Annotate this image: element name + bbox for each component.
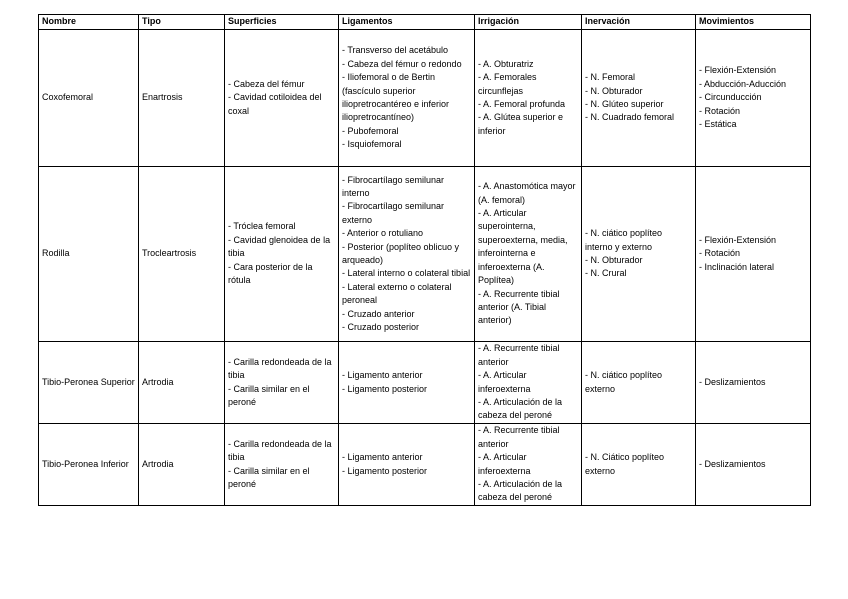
superficies-item: - Cara posterior de la rótula — [228, 261, 313, 286]
superficies-item: - Carilla redondeada de la tibia — [228, 356, 332, 381]
ligamentos-item: - Lateral externo o colateral peroneal — [342, 281, 452, 306]
ligamentos-item: - Isquiofemoral — [342, 139, 402, 150]
ligamentos-item: - Anterior o rotuliano — [342, 228, 424, 239]
cell-tipo: Enartrosis — [139, 30, 225, 167]
inervacion-item: - N. Obturador — [585, 85, 643, 96]
irrigacion-item: - A. Femorales circunflejas — [478, 72, 537, 96]
cell-nombre: Coxofemoral — [39, 30, 139, 167]
ligamentos-item: - Posterior (poplíteo oblicuo y arqueado) — [342, 241, 460, 265]
cell-superficies — [225, 424, 339, 506]
movimientos-item: - Circunducción — [699, 92, 762, 103]
movimientos-item: - Estática — [699, 119, 737, 130]
cell-superficies — [225, 30, 339, 167]
irrigacion-item: - A. Obturatriz — [478, 58, 534, 69]
superficies-item: - Carilla similar en el peroné — [228, 383, 310, 407]
movimientos-item: - Inclinación lateral — [699, 261, 775, 272]
movimientos-item: - Deslizamientos — [699, 458, 766, 469]
superficies-item: - Carilla redondeada de la tibia — [228, 438, 332, 463]
inervacion-item: - N. Femoral — [585, 72, 636, 83]
irrigacion-item: - A. Articular inferoexterna — [478, 452, 531, 476]
ligamentos-item: - Cruzado posterior — [342, 322, 420, 333]
ligamentos-item: - Ligamento anterior — [342, 452, 423, 463]
cell-movimientos — [696, 167, 811, 342]
cell-movimientos — [696, 30, 811, 167]
cell-movimientos — [696, 342, 811, 424]
header-row — [39, 15, 811, 30]
superficies-item: - Carilla similar en el peroné — [228, 465, 310, 489]
movimientos-item: - Rotación — [699, 105, 741, 116]
header-tipo: Tipo — [139, 15, 225, 30]
cell-irrigacion — [475, 30, 582, 167]
ligamentos-item: - Fibrocartílago semilunar externo — [342, 201, 445, 225]
cell-superficies — [225, 342, 339, 424]
cell-inervacion — [582, 342, 696, 424]
table-row — [39, 167, 811, 342]
inervacion-item: - N. ciático poplíteo interno y externo — [585, 228, 663, 252]
header-nombre: Nombre — [39, 15, 139, 30]
cell-ligamentos — [339, 424, 475, 506]
cell-irrigacion — [475, 167, 582, 342]
superficies-item: - Cabeza del fémur — [228, 78, 305, 89]
header-movimientos: Movimientos — [696, 15, 811, 30]
ligamentos-item: - Lateral interno o colateral tibial — [342, 268, 471, 279]
table-row — [39, 30, 811, 167]
irrigacion-item: - A. Recurrente tibial anterior (A. Tibial anterior) — [478, 288, 560, 326]
cell-inervacion — [582, 424, 696, 506]
header-inervacion: Inervación — [582, 15, 696, 30]
cell-irrigacion — [475, 342, 582, 424]
irrigacion-item: - A. Articular superointerna, superoexterna, media, inferointerna e inferoexterna (A. Poplítea) — [478, 208, 568, 286]
ligamentos-item: - Pubofemoral — [342, 125, 399, 136]
ligamentos-item: - Iliofemoral o de Bertin (fascículo superior iliopretrocantéreo e inferior iliopretrocantíneo) — [342, 72, 450, 123]
table-row — [39, 424, 811, 506]
inervacion-item: - N. Crural — [585, 268, 627, 279]
movimientos-item: - Flexión-Extensión — [699, 234, 777, 245]
cell-inervacion — [582, 167, 696, 342]
ligamentos-item: - Ligamento anterior — [342, 370, 423, 381]
movimientos-item: - Flexión-Extensión — [699, 65, 777, 76]
inervacion-item: - N. Obturador — [585, 255, 643, 265]
irrigacion-item: - A. Articular inferoexterna — [478, 370, 531, 394]
superficies-item: - Cavidad cotiloidea del coxal — [228, 92, 322, 116]
irrigacion-item: - A. Recurrente tibial anterior — [478, 425, 560, 449]
inervacion-item: - N. Cuadrado femoral — [585, 112, 675, 123]
cell-inervacion — [582, 30, 696, 167]
irrigacion-item: - A. Articulación de la cabeza del peroné — [478, 396, 563, 421]
ligamentos-item: - Transverso del acetábulo — [342, 45, 449, 56]
inervacion-item: - N. Ciático poplíteo externo — [585, 452, 665, 476]
irrigacion-item: - A. Glútea superior e inferior — [478, 112, 564, 136]
joints-table — [38, 14, 811, 506]
ligamentos-item: - Ligamento posterior — [342, 465, 428, 476]
movimientos-item: - Deslizamientos — [699, 376, 766, 387]
ligamentos-item: - Fibrocartílago semilunar interno — [342, 174, 445, 198]
inervacion-item: - N. Glúteo superior — [585, 99, 664, 109]
superficies-item: - Cavidad glenoidea de la tibia — [228, 234, 331, 259]
header-ligamentos: Ligamentos — [339, 15, 475, 30]
cell-tipo: Trocleartrosis — [139, 167, 225, 342]
cell-ligamentos — [339, 30, 475, 167]
cell-tipo: Artrodia — [139, 424, 225, 506]
inervacion-item: - N. ciático poplíteo externo — [585, 370, 663, 394]
cell-ligamentos — [339, 342, 475, 424]
cell-movimientos — [696, 424, 811, 506]
table-row — [39, 342, 811, 424]
irrigacion-item: - A. Femoral profunda — [478, 99, 566, 109]
irrigacion-item: - A. Anastomótica mayor (A. femoral) — [478, 181, 576, 205]
ligamentos-item: - Ligamento posterior — [342, 383, 428, 394]
movimientos-item: - Abducción-Aducción — [699, 78, 787, 89]
header-superficies: Superficies — [225, 15, 339, 30]
cell-ligamentos — [339, 167, 475, 342]
ligamentos-item: - Cruzado anterior — [342, 308, 415, 319]
header-irrigacion: Irrigación — [475, 15, 582, 30]
cell-nombre: Tibio-Peronea Inferior — [39, 424, 139, 506]
cell-superficies — [225, 167, 339, 342]
cell-irrigacion — [475, 424, 582, 506]
table-body — [39, 30, 811, 506]
superficies-item: - Tróclea femoral — [228, 221, 296, 232]
movimientos-item: - Rotación — [699, 248, 741, 259]
irrigacion-item: - A. Recurrente tibial anterior — [478, 343, 560, 367]
cell-tipo: Artrodia — [139, 342, 225, 424]
ligamentos-item: - Cabeza del fémur o redondo — [342, 58, 462, 69]
cell-nombre: Tibio-Peronea Superior — [39, 342, 139, 424]
irrigacion-item: - A. Articulación de la cabeza del peroné — [478, 478, 563, 503]
cell-nombre: Rodilla — [39, 167, 139, 342]
